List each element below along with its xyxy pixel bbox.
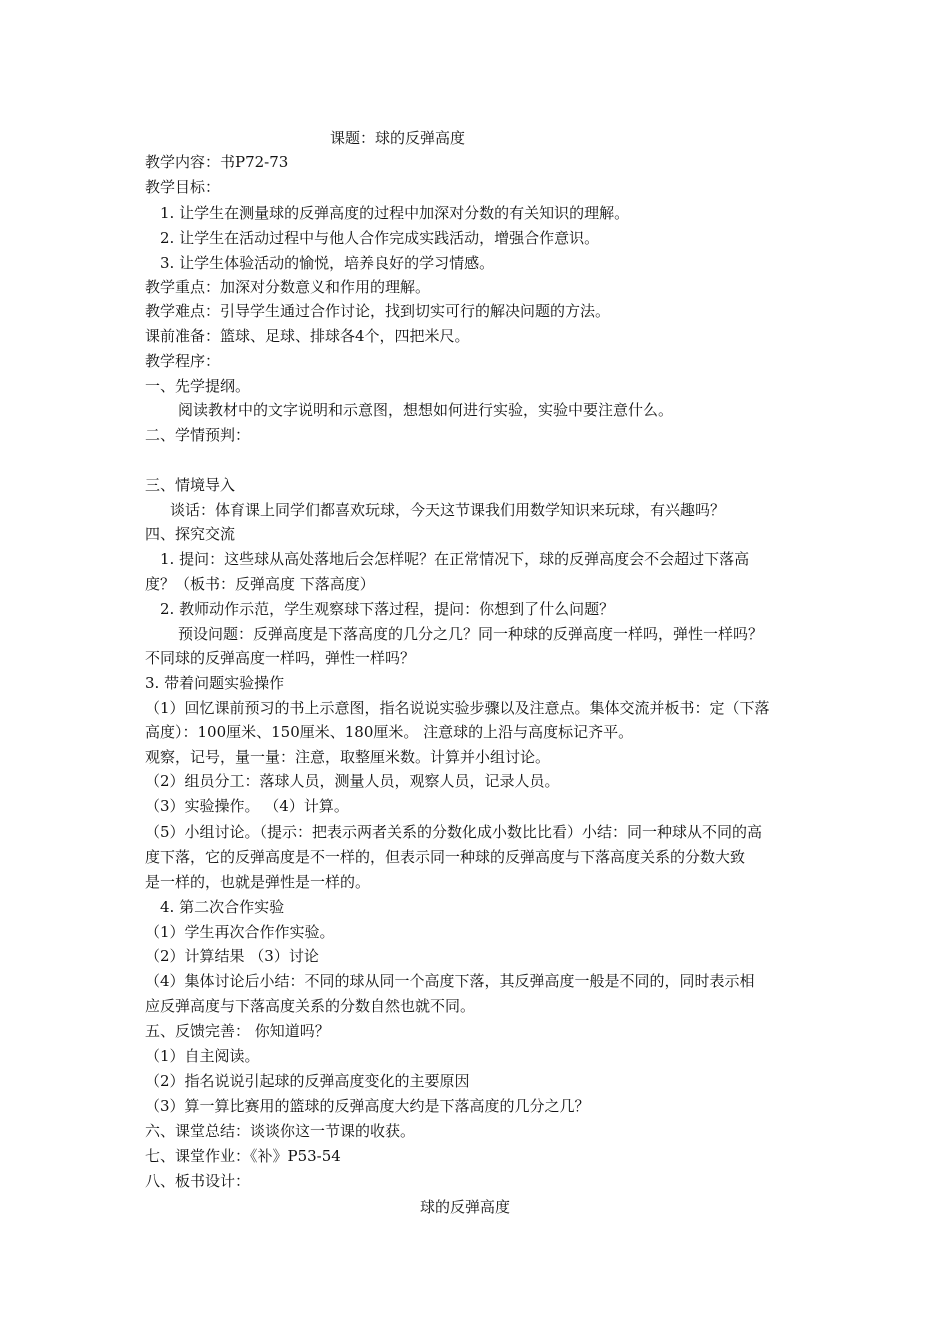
text-line: （4）集体讨论后小结：不同的球从同一个高度下落，其反弹高度一般是不同的，同时表示相 [145, 972, 755, 990]
text-line: 4. 第二次合作实验 [160, 898, 285, 916]
text-line: （3）实验操作。 （4）计算。 [145, 797, 349, 815]
text-line: 1. 让学生在测量球的反弹高度的过程中加深对分数的有关知识的理解。 [160, 204, 630, 222]
text-line: 2. 让学生在活动过程中与他人合作完成实践活动，增强合作意识。 [160, 229, 600, 247]
section-heading: 五、反馈完善： 你知道吗？ [145, 1022, 330, 1040]
text-line: （1）回忆课前预习的书上示意图，指名说说实验步骤以及注意点。集体交流并板书：定（下落 [145, 699, 770, 717]
text-line: （2）计算结果 （3）讨论 [145, 947, 319, 965]
text-line: 阅读教材中的文字说明和示意图，想想如何进行实验，实验中要注意什么。 [178, 401, 674, 419]
text-line: 应反弹高度与下落高度关系的分数自然也就不同。 [145, 997, 476, 1015]
text-line: （3）算一算比赛用的篮球的反弹高度大约是下落高度的几分之几？ [145, 1097, 590, 1115]
text-line: 3. 让学生体验活动的愉悦，培养良好的学习情感。 [160, 254, 495, 272]
text-line: 教学目标： [145, 178, 221, 196]
text-line: 教学难点：引导学生通过合作讨论，找到切实可行的解决问题的方法。 [145, 302, 611, 320]
section-heading: 六、课堂总结：谈谈你这一节课的收获。 [145, 1122, 416, 1140]
text-line: 教学内容：书P72-73 [145, 153, 289, 171]
text-line: 高度）：100厘米、150厘米、180厘米。 注意球的上沿与高度标记齐平。 [145, 723, 634, 741]
text-line: （5）小组讨论。（提示：把表示两者关系的分数化成小数比比看）小结：同一种球从不同的高 [145, 823, 763, 841]
section-heading: 七、课堂作业：《补》P53-54 [145, 1147, 341, 1165]
text-line: （2）指名说说引起球的反弹高度变化的主要原因 [145, 1072, 470, 1090]
lesson-title: 课题：球的反弹高度 [330, 129, 466, 147]
text-line: 2. 教师动作示范，学生观察球下落过程，提问：你想到了什么问题？ [160, 600, 615, 618]
text-line: 3. 带着问题实验操作 [145, 674, 285, 692]
text-line: 课前准备：篮球、足球、排球各4个，四把米尺。 [145, 327, 470, 345]
text-line: 预设问题：反弹高度是下落高度的几分之几？同一种球的反弹高度一样吗，弹性一样吗？ [178, 625, 764, 643]
text-line: 度下落，它的反弹高度是不一样的，但表示同一种球的反弹高度与下落高度关系的分数大致 [145, 848, 746, 866]
text-line: （2）组员分工：落球人员，测量人员，观察人员，记录人员。 [145, 772, 560, 790]
text-line: 观察，记号，量一量：注意，取整厘米数。计算并小组讨论。 [145, 748, 551, 766]
text-line: 度？（板书：反弹高度 下落高度） [145, 575, 375, 593]
text-line: （1）自主阅读。 [145, 1047, 260, 1065]
text-line: （1）学生再次合作作实验。 [145, 923, 335, 941]
text-line: 1. 提问：这些球从高处落地后会怎样呢？在正常情况下，球的反弹高度会不会超过下落高 [160, 550, 750, 568]
board-design-title: 球的反弹高度 [420, 1198, 511, 1216]
text-line: 教学程序： [145, 352, 221, 370]
section-heading: 四、探究交流 [145, 525, 236, 543]
text-line: 是一样的，也就是弹性是一样的。 [145, 873, 371, 891]
section-heading: 一、先学提纲。 [145, 377, 251, 395]
text-line: 不同球的反弹高度一样吗，弹性一样吗？ [145, 649, 416, 667]
text-line: 教学重点：加深对分数意义和作用的理解。 [145, 278, 431, 296]
text-line: 谈话：体育课上同学们都喜欢玩球，今天这节课我们用数学知识来玩球，有兴趣吗？ [170, 501, 726, 519]
section-heading: 三、情境导入 [145, 476, 236, 494]
section-heading: 二、学情预判： [145, 426, 251, 444]
section-heading: 八、板书设计： [145, 1172, 251, 1190]
